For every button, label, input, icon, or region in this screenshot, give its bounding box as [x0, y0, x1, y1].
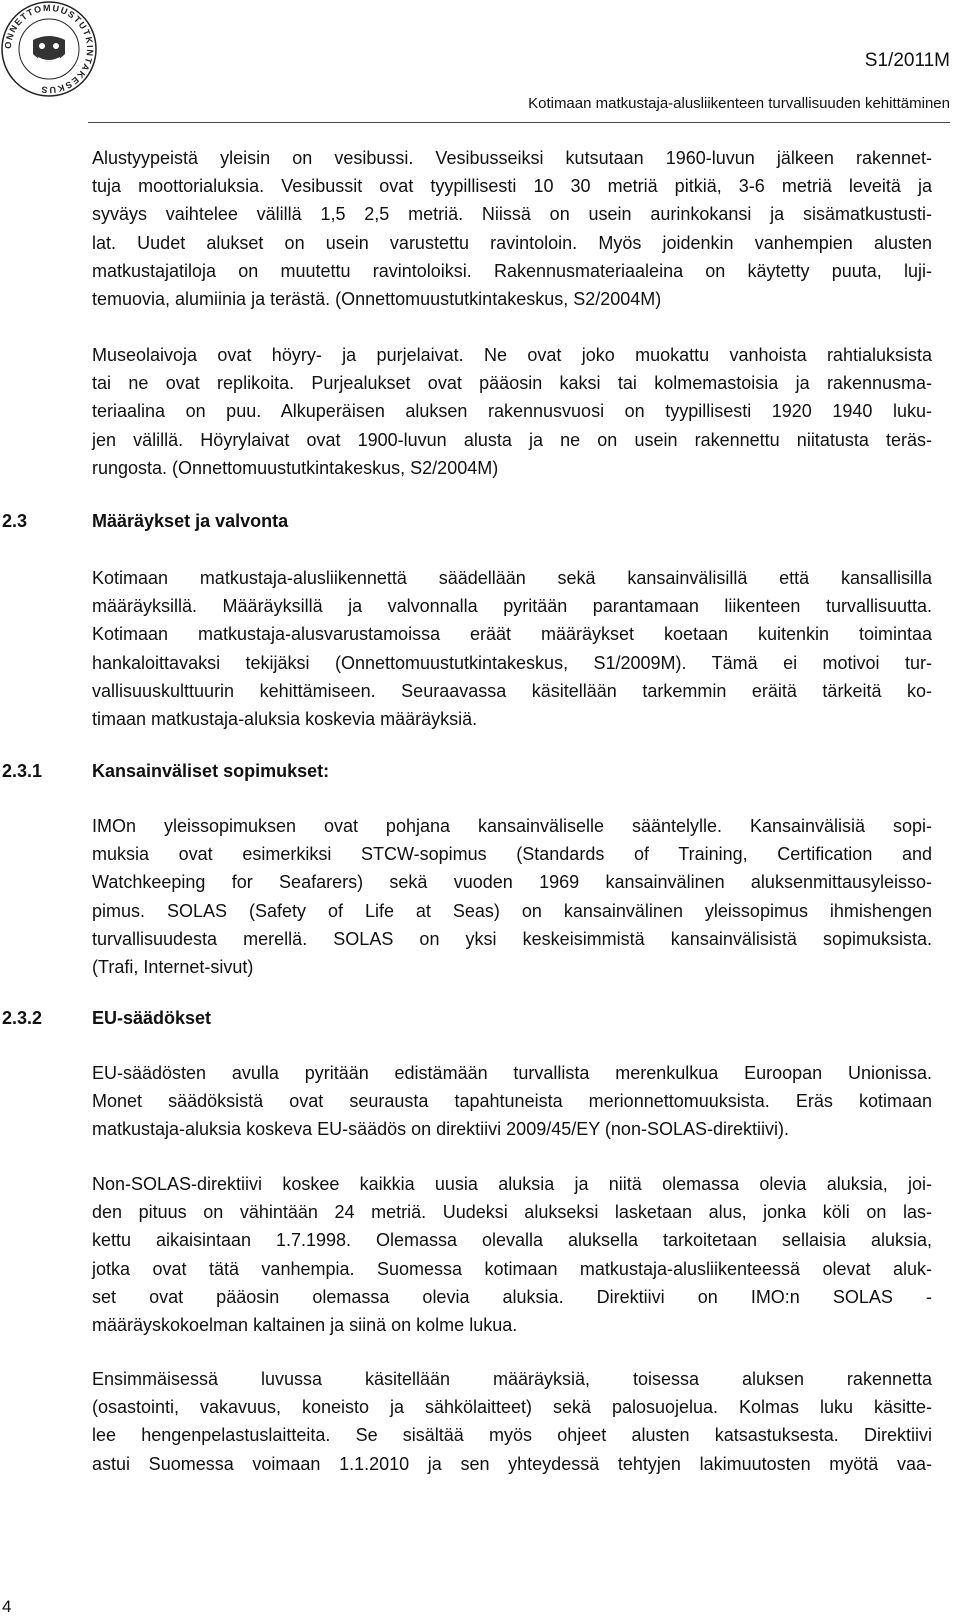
text-line: syväys vaihtelee välillä 1,5 2,5 metriä. Niissä on usein aurinkokansi ja sisämatkustusti-: [92, 204, 932, 225]
section-number: 2.3.1: [2, 761, 43, 781]
text-line: IMOn yleissopimuksen ovat pohjana kansainväliselle sääntelylle. Kansainvälisiä sopi-: [92, 816, 932, 836]
text-line: Watchkeeping for Seafarers) sekä vuoden 1969 kansainvälinen aluksenmittausyleisso-: [92, 872, 932, 893]
text-line: temuovia, alumiinia ja terästä. (Onnettomuustutkintakeskus, S2/2004M): [92, 289, 662, 310]
text-line: rungosta. (Onnettomuustutkintakeskus, S2/2004M): [92, 457, 499, 478]
text-line: määräyskokoelman kaltainen ja siinä on kolme lukua.: [92, 1315, 518, 1336]
text-line: Kotimaan matkustaja-alusliikennettä säädellään sekä kansainvälisillä että kansallisilla: [92, 568, 932, 588]
text-line: (Trafi, Internet-sivut): [92, 957, 254, 978]
section-heading-2-3: [0, 511, 960, 537]
text-line: set ovat pääosin olemassa olevia aluksia. Direktiivi on IMO:n SOLAS -: [92, 1286, 932, 1307]
text-line: Monet säädöksistä ovat seurausta tapahtuneista merionnettomuuksista. Eräs kotimaan: [92, 1091, 932, 1112]
text-line: kettu aikaisintaan 1.7.1998. Olemassa olevalla aluksella tarkoitetaan sellaisia aluksia,: [92, 1230, 932, 1251]
section-heading-2-3-2: [0, 1008, 960, 1034]
report-code: S1/2011M: [864, 50, 950, 71]
section-number: 2.3: [2, 511, 28, 531]
text-line: timaan matkustaja-aluksia koskevia määräyksiä.: [92, 709, 478, 730]
text-line: hankaloittavaksi tekijäksi (Onnettomuustutkintakeskus, S1/2009M). Tämä ei motivoi tur-: [92, 652, 932, 673]
lion-emblem-icon: [33, 36, 65, 62]
paragraph-directive-chapters: [92, 1365, 932, 1478]
text-line: lat. Uudet alukset on usein varustettu ravintoloin. Myös joidenkin vanhempien alusten: [92, 232, 932, 253]
text-line: Kotimaan matkustaja-alusvarustamoissa eräät määräykset koetaan kuitenkin toimintaa: [92, 624, 932, 645]
text-line: Alustyypeistä yleisin on vesibussi. Vesibusseiksi kutsutaan 1960-luvun jälkeen rakennet-: [92, 148, 932, 168]
text-line: EU-säädösten avulla pyritään edistämään turvallista merenkulkua Euroopan Unionissa.: [92, 1063, 932, 1083]
text-line: tai ne ovat replikoita. Purjealukset ovat pääosin kaksi tai kolmemastoisia ja rakennusma-: [92, 373, 932, 394]
text-line: tuja moottorialuksia. Vesibussit ovat tyypillisesti 10 30 metriä pitkiä, 3-6 metriä leveitä ja: [92, 176, 932, 197]
text-line: Museolaivoja ovat höyry- ja purjelaivat. Ne ovat joko muokattu vanhoista rahtialuksista: [92, 345, 932, 365]
section-title: EU-säädökset: [92, 1008, 212, 1028]
text-line: turvallisuudesta merellä. SOLAS on yksi keskeisimmistä kansainvälisistä sopimuksista.: [92, 928, 932, 949]
text-line: määräyksillä. Määräyksillä ja valvonnalla pyritään parantamaan liikenteen turvallisuutta.: [92, 596, 932, 617]
text-line: Ensimmäisessä luvussa käsitellään määräyksiä, toisessa aluksen rakennetta: [92, 1369, 932, 1389]
section-heading-2-3-1: [0, 761, 960, 787]
text-line: (osastointi, vakavuus, koneisto ja sähkölaitteet) sekä palosuojelua. Kolmas luku käsitte-: [92, 1397, 932, 1418]
paragraph-regulations: [92, 564, 932, 733]
text-line: pimus. SOLAS (Safety of Life at Seas) on kansainvälinen yleissopimus ihmishengen: [92, 900, 932, 921]
header-divider: [88, 122, 950, 123]
text-line: teriaalina on puu. Alkuperäisen aluksen rakennusvuosi on tyypillisesti 1920 1940 luku-: [92, 401, 932, 422]
report-title: Kotimaan matkustaja-alusliikenteen turvallisuuden kehittäminen: [528, 95, 950, 112]
text-line: jotka ovat tätä vanhempia. Suomessa kotimaan matkustaja-alusliikenteessä olevat aluk-: [92, 1258, 932, 1279]
paragraph-vessel-types: [92, 144, 932, 313]
text-line: lee hengenpelastuslaitteita. Se sisältää myös ohjeet alusten katsastuksesta. Direktiivi: [92, 1425, 932, 1446]
text-line: astui Suomessa voimaan 1.1.2010 ja sen yhteydessä tehtyjen lakimuutosten myötä vaa-: [92, 1453, 932, 1474]
paragraph-international-agreements: [92, 812, 932, 981]
paragraph-non-solas-directive: [92, 1170, 932, 1339]
accident-investigation-board-seal: [0, 0, 98, 98]
text-line: jen välillä. Höyrylaivat ovat 1900-luvun alusta ja ne on usein rakennettu niitatusta teräs-: [92, 429, 932, 450]
page-number: 4: [2, 1597, 12, 1616]
text-line: muksia ovat esimerkiksi STCW-sopimus (Standards of Training, Certification and: [92, 844, 932, 865]
paragraph-museum-ships: [92, 341, 932, 482]
paragraph-eu-acts: [92, 1059, 932, 1144]
text-line: den pituus on vähintään 24 metriä. Uudeksi alukseksi lasketaan alus, jonka köli on las-: [92, 1202, 932, 1223]
section-title: Kansainväliset sopimukset:: [92, 761, 330, 781]
svg-text:ONNETTOMUUSTUTKINTAKESKUS: ONNETTOMUUSTUTKINTAKESKUS: [2, 2, 96, 96]
text-line: matkustajatiloja on muutettu ravintoloiksi. Rakennusmateriaaleina on käytetty puuta, luji-: [92, 260, 932, 281]
text-line: Non-SOLAS-direktiivi koskee kaikkia uusia aluksia ja niitä olemassa olevia aluksia, joi-: [92, 1174, 932, 1194]
text-line: matkustaja-aluksia koskeva EU-säädös on direktiivi 2009/45/EY (non-SOLAS-direktiivi).: [92, 1119, 789, 1140]
section-title: Määräykset ja valvonta: [92, 511, 289, 531]
section-number: 2.3.2: [2, 1008, 43, 1028]
text-line: vallisuuskulttuurin kehittämiseen. Seuraavassa käsitellään tarkemmin eräitä tärkeitä ko-: [92, 680, 932, 701]
